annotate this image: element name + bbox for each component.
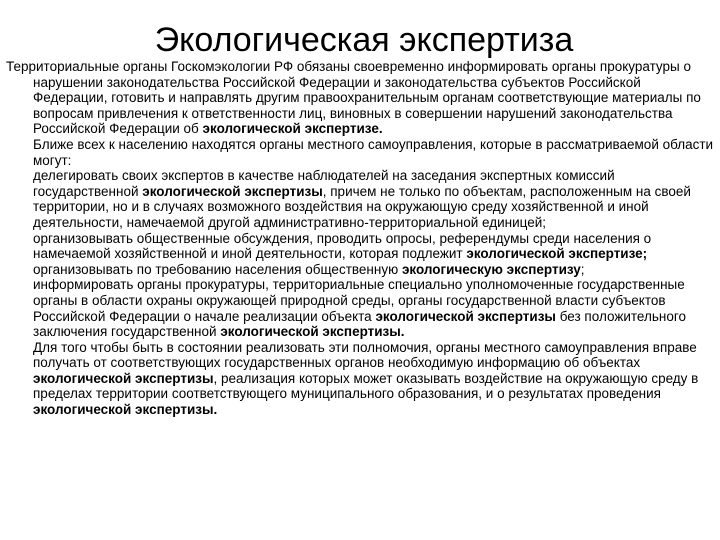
paragraph-receive-information — [6, 340, 714, 418]
paragraph-inform-prosecutor — [6, 277, 714, 339]
paragraph-text: Для того чтобы быть в состоянии реализовать эти полномочия, органы местного самоуправления вправе получать от соответствующих государственных органов необходимую информацию об объектах — [33, 339, 697, 371]
keyword-ecological-expertise: экологической экспертизы. — [33, 402, 218, 418]
paragraph-text: , причем не только по объектам, расположенным на своей территории, но и в случаях возможного воздействия на окружающую среду хозяйственной и иной деятельности, намечаемой другой административно-территориальной единицей; — [33, 183, 691, 230]
paragraph-text: ; — [580, 261, 585, 277]
slide-body — [6, 59, 714, 418]
keyword-ecological-expertise: экологической экспертизы — [375, 308, 556, 324]
paragraph-text: информировать органы прокуратуры, территориальные специально уполномоченные государственные органы в области охраны окружающей природной среды, органы государственной власти субъектов Российской Федерации о начале реализации объекта — [33, 277, 685, 324]
paragraph-text: Ближе всех к населению находятся органы местного самоуправления, которые в рассматриваемой области могут: — [33, 136, 714, 168]
paragraph-prosecutor-duty — [6, 59, 714, 137]
paragraph-text: делегировать своих экспертов в качестве наблюдателей на заседания экспертных комиссий государственной — [33, 168, 615, 199]
paragraph-text: организовывать по требованию населения общественную — [33, 261, 402, 277]
slide-title: Экологическая экспертиза — [154, 21, 574, 59]
paragraph-public-expertise — [6, 262, 714, 278]
keyword-ecological-expertise: экологической экспертизе; — [466, 246, 648, 262]
paragraph-local-government — [6, 137, 714, 168]
paragraph-text: без положительного заключения государственной — [33, 308, 687, 340]
keyword-ecological-expertise: экологической экспертизе. — [202, 121, 383, 137]
keyword-ecological-expertise: экологическую экспертизу — [401, 261, 581, 277]
paragraph-text: Территориальные органы Госкомэкологии РФ обязаны своевременно информировать органы прокуратуры о нарушении законодательства Российской Федерации и законодательства субъектов Российской Федерации, готовить и направлять другим правоохранительным органам соответствующие материалы по вопросам привлечения к ответственности лиц, виновных в совершении нарушений законодательства Российской Федерации об — [6, 59, 701, 137]
keyword-ecological-expertise: экологической экспертизы. — [220, 324, 405, 340]
paragraph-text: , реализация которых может оказывать воздействие на окружающую среду в пределах территории соответствующего муниципального образования, и о результатах проведения — [33, 370, 699, 402]
keyword-ecological-expertise: экологической экспертизы — [33, 370, 214, 386]
paragraph-delegate-experts — [6, 168, 714, 230]
keyword-ecological-expertise: экологической экспертизы — [142, 183, 323, 199]
paragraph-text: организовывать общественные обсуждения, проводить опросы, референдумы среди населения о намечаемой хозяйственной и иной деятельности, которая подлежит — [33, 230, 652, 262]
paragraph-public-discussions — [6, 231, 714, 262]
